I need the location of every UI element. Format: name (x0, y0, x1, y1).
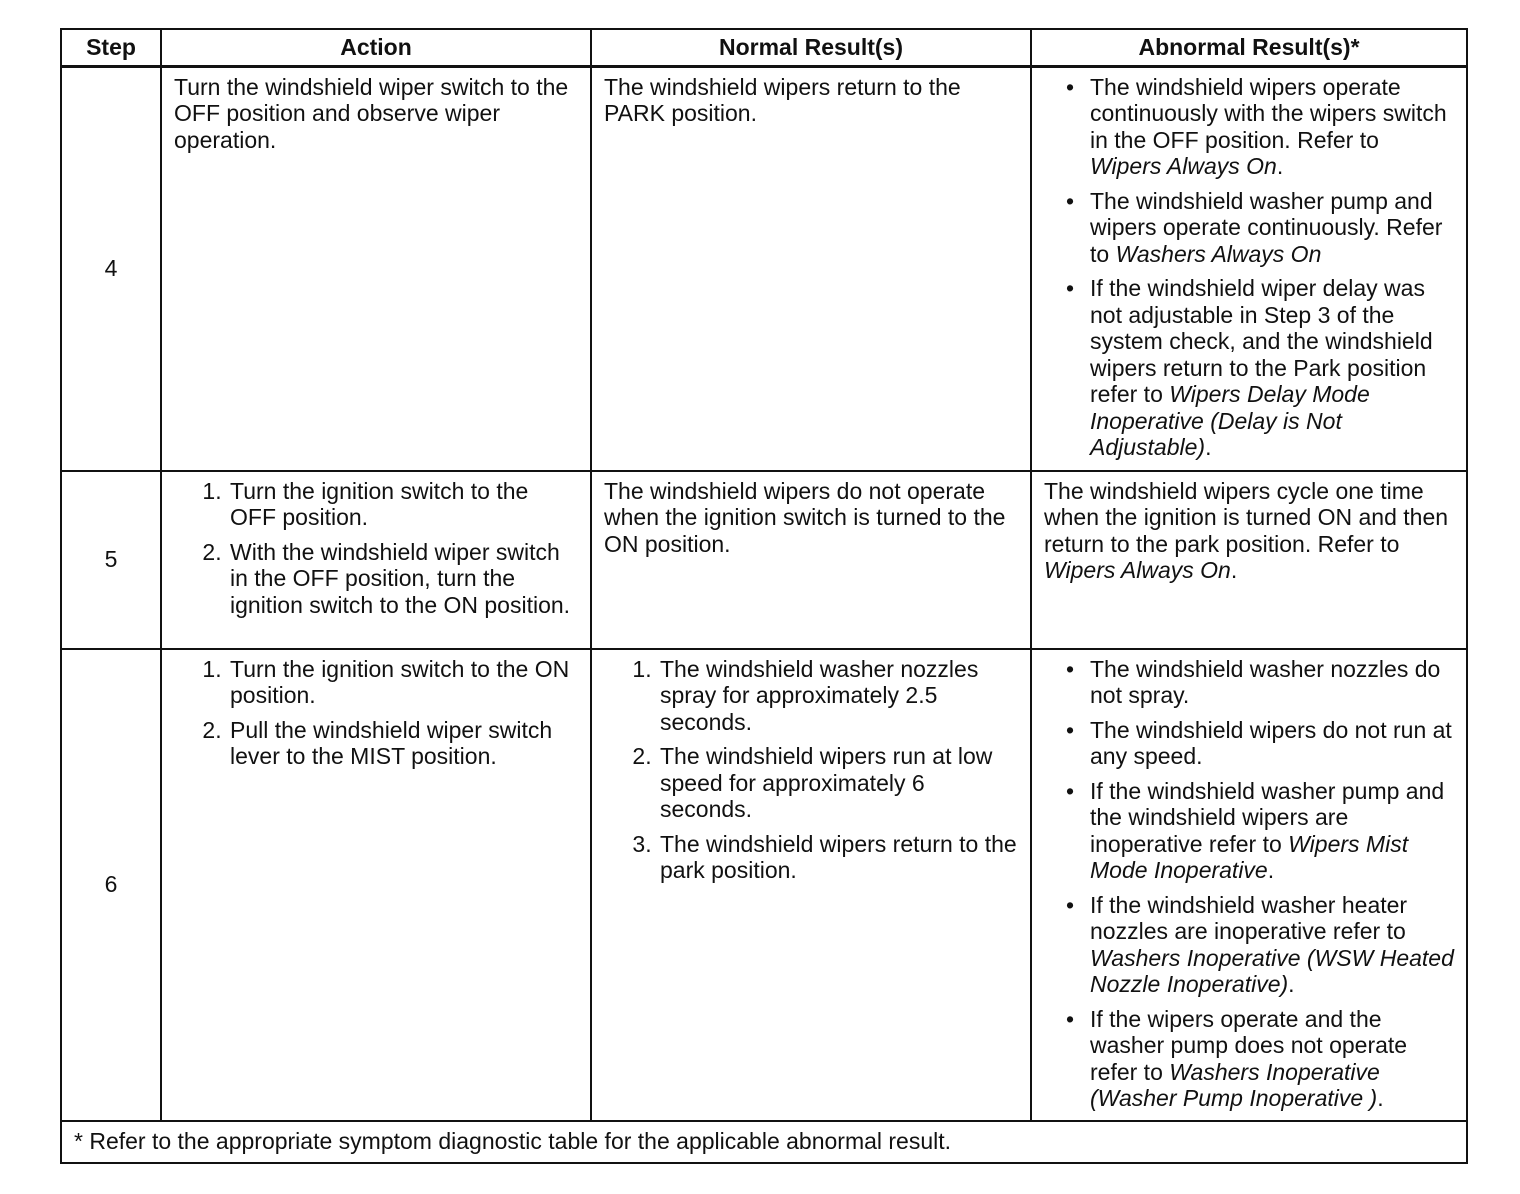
abnormal-bullet (1066, 275, 1456, 461)
step-number: 5 (61, 471, 161, 649)
abnormal-bullet (1066, 187, 1456, 268)
reference-link-text: Washers Inoperative (Washer Pump Inoperative ) (1090, 1058, 1380, 1111)
abnormal-bullet (1066, 716, 1456, 770)
header-action: Action (161, 29, 591, 66)
bullet-tail: . (1267, 857, 1275, 883)
action-item: 2. Pull the windshield wiper switch lever to the MIST position. (228, 717, 580, 770)
bullet-glyph: • (1066, 275, 1075, 301)
normal-result-text: The windshield wipers do not operate when the ignition switch is turned to the ON position. (604, 477, 1006, 557)
bullet-text: If the windshield washer pump and the windshield wipers are inoperative refer to (1090, 777, 1445, 857)
bullet-text: The windshield washer pump and wipers operate continuously. Refer to (1090, 187, 1443, 267)
reference-link-text: Wipers Delay Mode Inoperative (Delay is Not Adjustable) (1090, 381, 1370, 460)
reference-link-text: Wipers Mist Mode Inoperative (1090, 830, 1409, 883)
reference-link-text: Washers Inoperative (WSW Heated Nozzle Inoperative) (1090, 944, 1454, 997)
bullet-text: The windshield wipers do not run at any speed. (1090, 716, 1452, 769)
bullet-glyph: • (1066, 1005, 1075, 1032)
normal-result-cell (591, 66, 1031, 471)
header-normal-results: Normal Result(s) (591, 29, 1031, 66)
bullet-text: If the windshield washer heater nozzles are inoperative refer to (1090, 891, 1408, 944)
normal-item: 3. The windshield wipers return to the park position. (658, 831, 1020, 884)
abnormal-bullet (1066, 655, 1456, 709)
abnormal-result-cell (1031, 66, 1467, 471)
bullet-glyph: • (1066, 716, 1075, 743)
abnormal-bullet-list (1044, 656, 1456, 1112)
abnormal-bullet (1066, 891, 1456, 998)
abnormal-bullet (1066, 1005, 1456, 1112)
normal-item: 1. The windshield washer nozzles spray for approximately 2.5 seconds. (658, 656, 1020, 736)
footnote: * Refer to the appropriate symptom diagnostic table for the applicable abnormal result. (61, 1121, 1467, 1164)
action-numbered-list (174, 656, 580, 770)
bullet-glyph: • (1066, 655, 1075, 682)
action-cell (161, 471, 591, 649)
bullet-text: The windshield washer nozzles do not spray. (1090, 655, 1441, 708)
reference-link-text: Wipers Always On (1044, 557, 1231, 583)
bullet-glyph: • (1066, 73, 1075, 100)
bullet-tail: . (1288, 971, 1295, 997)
table-row-step-4 (61, 66, 1467, 471)
footnote-row (61, 1121, 1467, 1164)
abnormal-result-cell (1031, 649, 1467, 1121)
action-cell (161, 66, 591, 471)
bullet-glyph: • (1066, 891, 1075, 918)
bullet-text: If the windshield wiper delay was not adjustable in Step 3 of the system check, and the windshield wipers return to the Park position refer to (1090, 275, 1433, 407)
normal-item: 2. The windshield wipers run at low speed for approximately 6 seconds. (658, 743, 1020, 823)
bullet-glyph: • (1066, 777, 1075, 804)
bullet-text: If the wipers operate and the washer pump does not operate refer to (1090, 1005, 1408, 1085)
action-numbered-list (174, 478, 580, 619)
normal-numbered-list (604, 656, 1020, 884)
header-row (61, 29, 1467, 66)
action-item: 1. Turn the ignition switch to the ON position. (228, 656, 580, 709)
diagnostic-table (60, 28, 1468, 1164)
abnormal-result-cell (1031, 471, 1467, 649)
action-cell (161, 649, 591, 1121)
header-abnormal-results: Abnormal Result(s)* (1031, 29, 1467, 66)
abnormal-bullet (1066, 777, 1456, 884)
header-step: Step (61, 29, 161, 66)
reference-link-text: Wipers Always On (1090, 153, 1277, 179)
reference-link-text: Washers Always On (1115, 240, 1322, 267)
bullet-text: The windshield wipers operate continuously with the wipers switch in the OFF position. Refer to (1090, 73, 1447, 153)
abnormal-result-text (1044, 478, 1456, 584)
normal-result-text: The windshield wipers return to the PARK position. (604, 73, 961, 126)
abnormal-text: The windshield wipers cycle one time when the ignition is turned ON and then return to the park position. Refer to (1044, 477, 1449, 557)
action-item: 2. With the windshield wiper switch in the OFF position, turn the ignition switch to the ON position. (228, 539, 580, 619)
action-item: 1. Turn the ignition switch to the OFF position. (228, 478, 580, 531)
table-row-step-5 (61, 471, 1467, 649)
step-number: 6 (61, 649, 161, 1121)
normal-result-cell (591, 649, 1031, 1121)
table-row-step-6 (61, 649, 1467, 1121)
bullet-tail: . (1205, 434, 1212, 460)
action-text: Turn the windshield wiper switch to the OFF position and observe wiper operation. (174, 73, 569, 153)
bullet-glyph: • (1066, 187, 1075, 214)
bullet-tail: . (1276, 153, 1284, 179)
abnormal-bullet-list (1044, 74, 1456, 461)
bullet-tail: . (1377, 1085, 1384, 1111)
normal-result-cell (591, 471, 1031, 649)
abnormal-tail: . (1230, 557, 1238, 583)
abnormal-bullet (1066, 73, 1456, 180)
step-number: 4 (61, 66, 161, 471)
